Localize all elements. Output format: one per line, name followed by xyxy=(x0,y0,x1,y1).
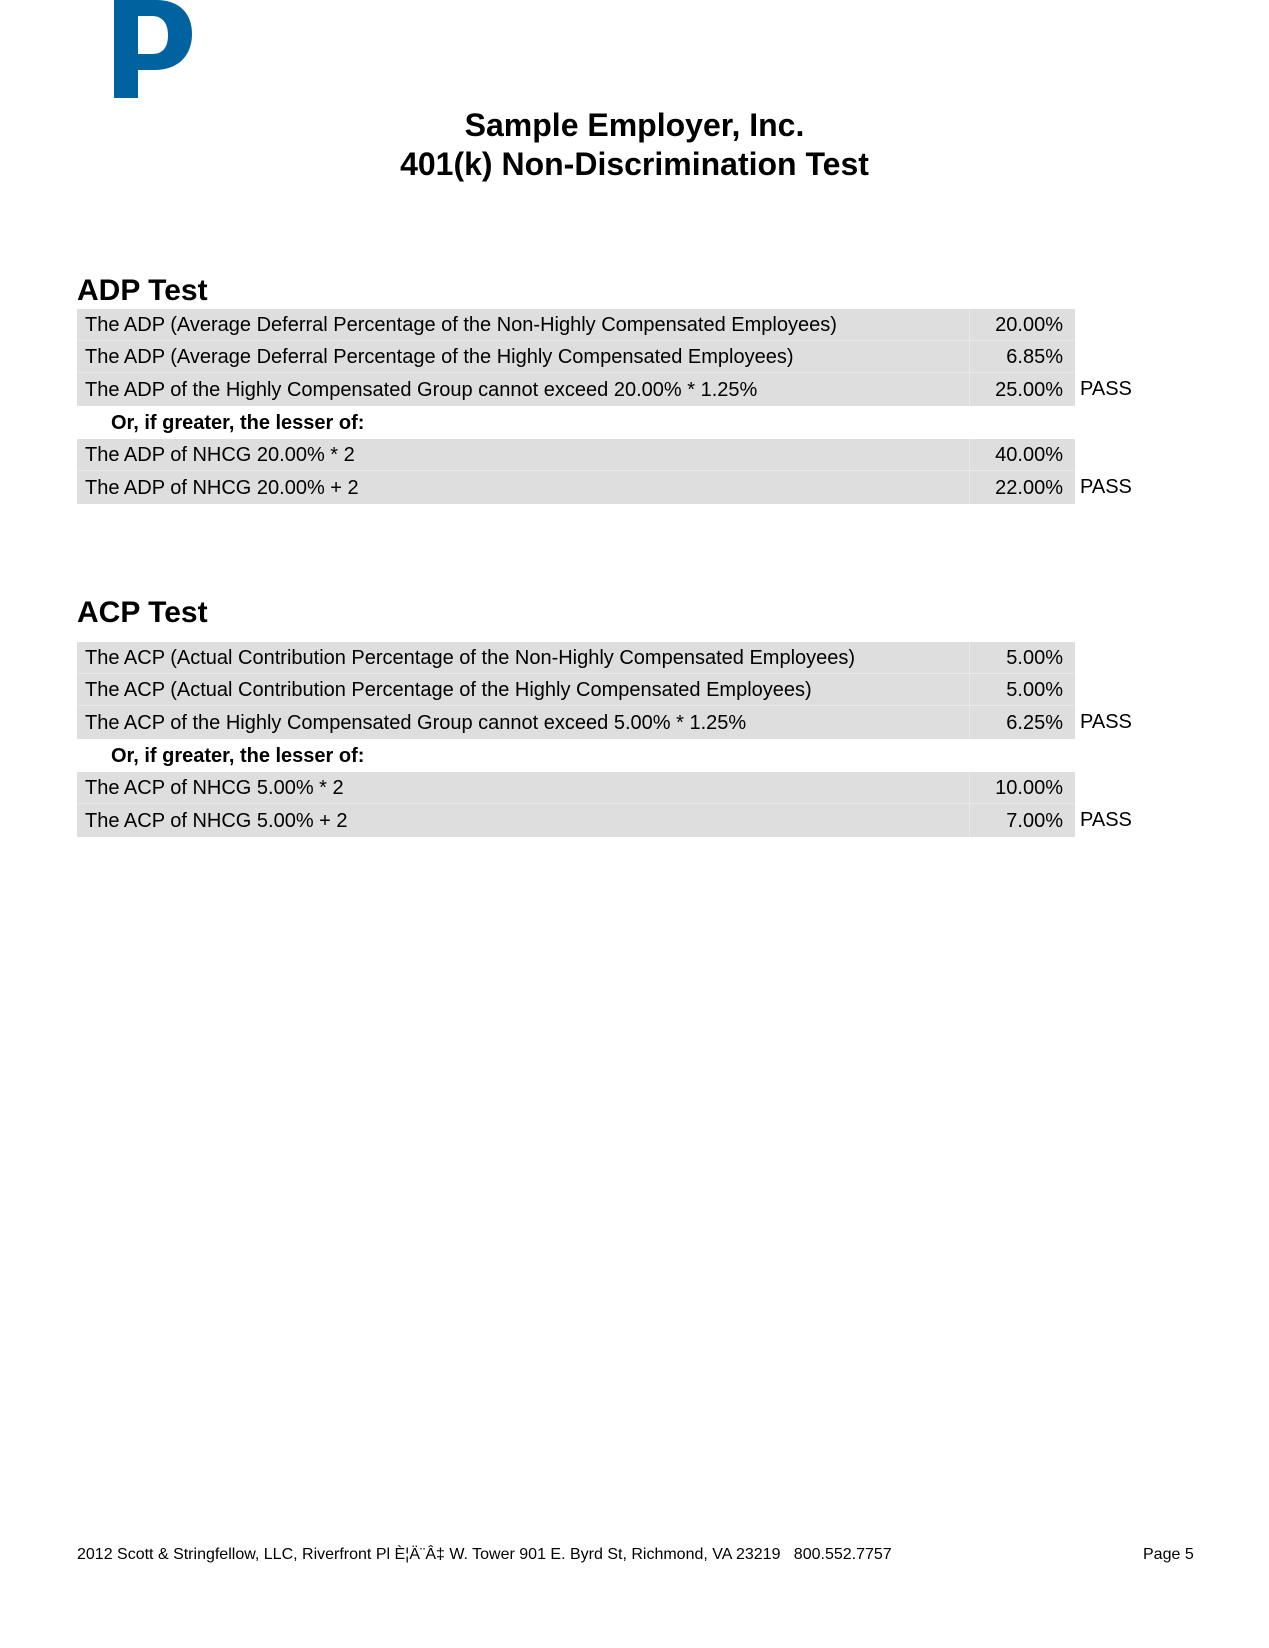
table-row xyxy=(77,439,1180,471)
adp-table xyxy=(77,309,1180,504)
row-result xyxy=(1075,309,1180,341)
row-value: 22.00% xyxy=(970,471,1076,505)
row-label: The ACP (Actual Contribution Percentage of the Highly Compensated Employees) xyxy=(77,674,970,706)
row-label: The ACP of NHCG 5.00% * 2 xyxy=(77,772,970,804)
row-result xyxy=(1075,772,1180,804)
table-row xyxy=(77,642,1180,674)
row-value: 10.00% xyxy=(970,772,1076,804)
table-row xyxy=(77,471,1180,505)
row-label: The ACP of the Highly Compensated Group cannot exceed 5.00% * 1.25% xyxy=(77,706,970,740)
report-header xyxy=(0,106,1269,184)
row-label: The ADP of NHCG 20.00% + 2 xyxy=(77,471,970,505)
row-result xyxy=(1075,642,1180,674)
table-row xyxy=(77,706,1180,740)
footer-address: 2012 Scott & Stringfellow, LLC, Riverfront Pl È¦Ä¨Â‡ W. Tower 901 E. Byrd St, Richmond, VA 23219 800.552.7757 xyxy=(77,1546,892,1563)
alternative-label-row xyxy=(77,406,1180,439)
row-value: 25.00% xyxy=(970,373,1076,407)
row-value: 20.00% xyxy=(970,309,1076,341)
adp-heading: ADP Test xyxy=(77,274,208,307)
row-value: 6.25% xyxy=(970,706,1076,740)
table-row xyxy=(77,804,1180,838)
row-result xyxy=(1075,439,1180,471)
pass-status: PASS xyxy=(1075,373,1180,407)
row-result xyxy=(1075,341,1180,373)
logo-p-icon xyxy=(112,0,194,100)
row-result xyxy=(1075,674,1180,706)
row-value: 40.00% xyxy=(970,439,1076,471)
company-name: Sample Employer, Inc. xyxy=(464,107,805,143)
pass-status: PASS xyxy=(1075,471,1180,505)
row-label: The ADP of the Highly Compensated Group cannot exceed 20.00% * 1.25% xyxy=(77,373,970,407)
row-label: The ADP (Average Deferral Percentage of the Highly Compensated Employees) xyxy=(77,341,970,373)
row-label: The ACP (Actual Contribution Percentage of the Non-Highly Compensated Employees) xyxy=(77,642,970,674)
row-value: 5.00% xyxy=(970,674,1076,706)
row-value: 6.85% xyxy=(970,341,1076,373)
alternative-label: Or, if greater, the lesser of: xyxy=(77,739,1180,772)
pass-status: PASS xyxy=(1075,706,1180,740)
row-label: The ADP of NHCG 20.00% * 2 xyxy=(77,439,970,471)
table-row xyxy=(77,674,1180,706)
acp-table xyxy=(77,642,1180,837)
company-logo xyxy=(112,0,194,100)
row-label: The ACP of NHCG 5.00% + 2 xyxy=(77,804,970,838)
table-row xyxy=(77,772,1180,804)
page-number: Page 5 xyxy=(1143,1546,1194,1563)
row-value: 7.00% xyxy=(970,804,1076,838)
table-row xyxy=(77,309,1180,341)
report-title: 401(k) Non-Discrimination Test xyxy=(400,146,869,182)
alternative-label-row xyxy=(77,739,1180,772)
alternative-label: Or, if greater, the lesser of: xyxy=(77,406,1180,439)
table-row xyxy=(77,373,1180,407)
table-row xyxy=(77,341,1180,373)
row-label: The ADP (Average Deferral Percentage of the Non-Highly Compensated Employees) xyxy=(77,309,970,341)
acp-heading: ACP Test xyxy=(77,596,208,629)
row-value: 5.00% xyxy=(970,642,1076,674)
pass-status: PASS xyxy=(1075,804,1180,838)
